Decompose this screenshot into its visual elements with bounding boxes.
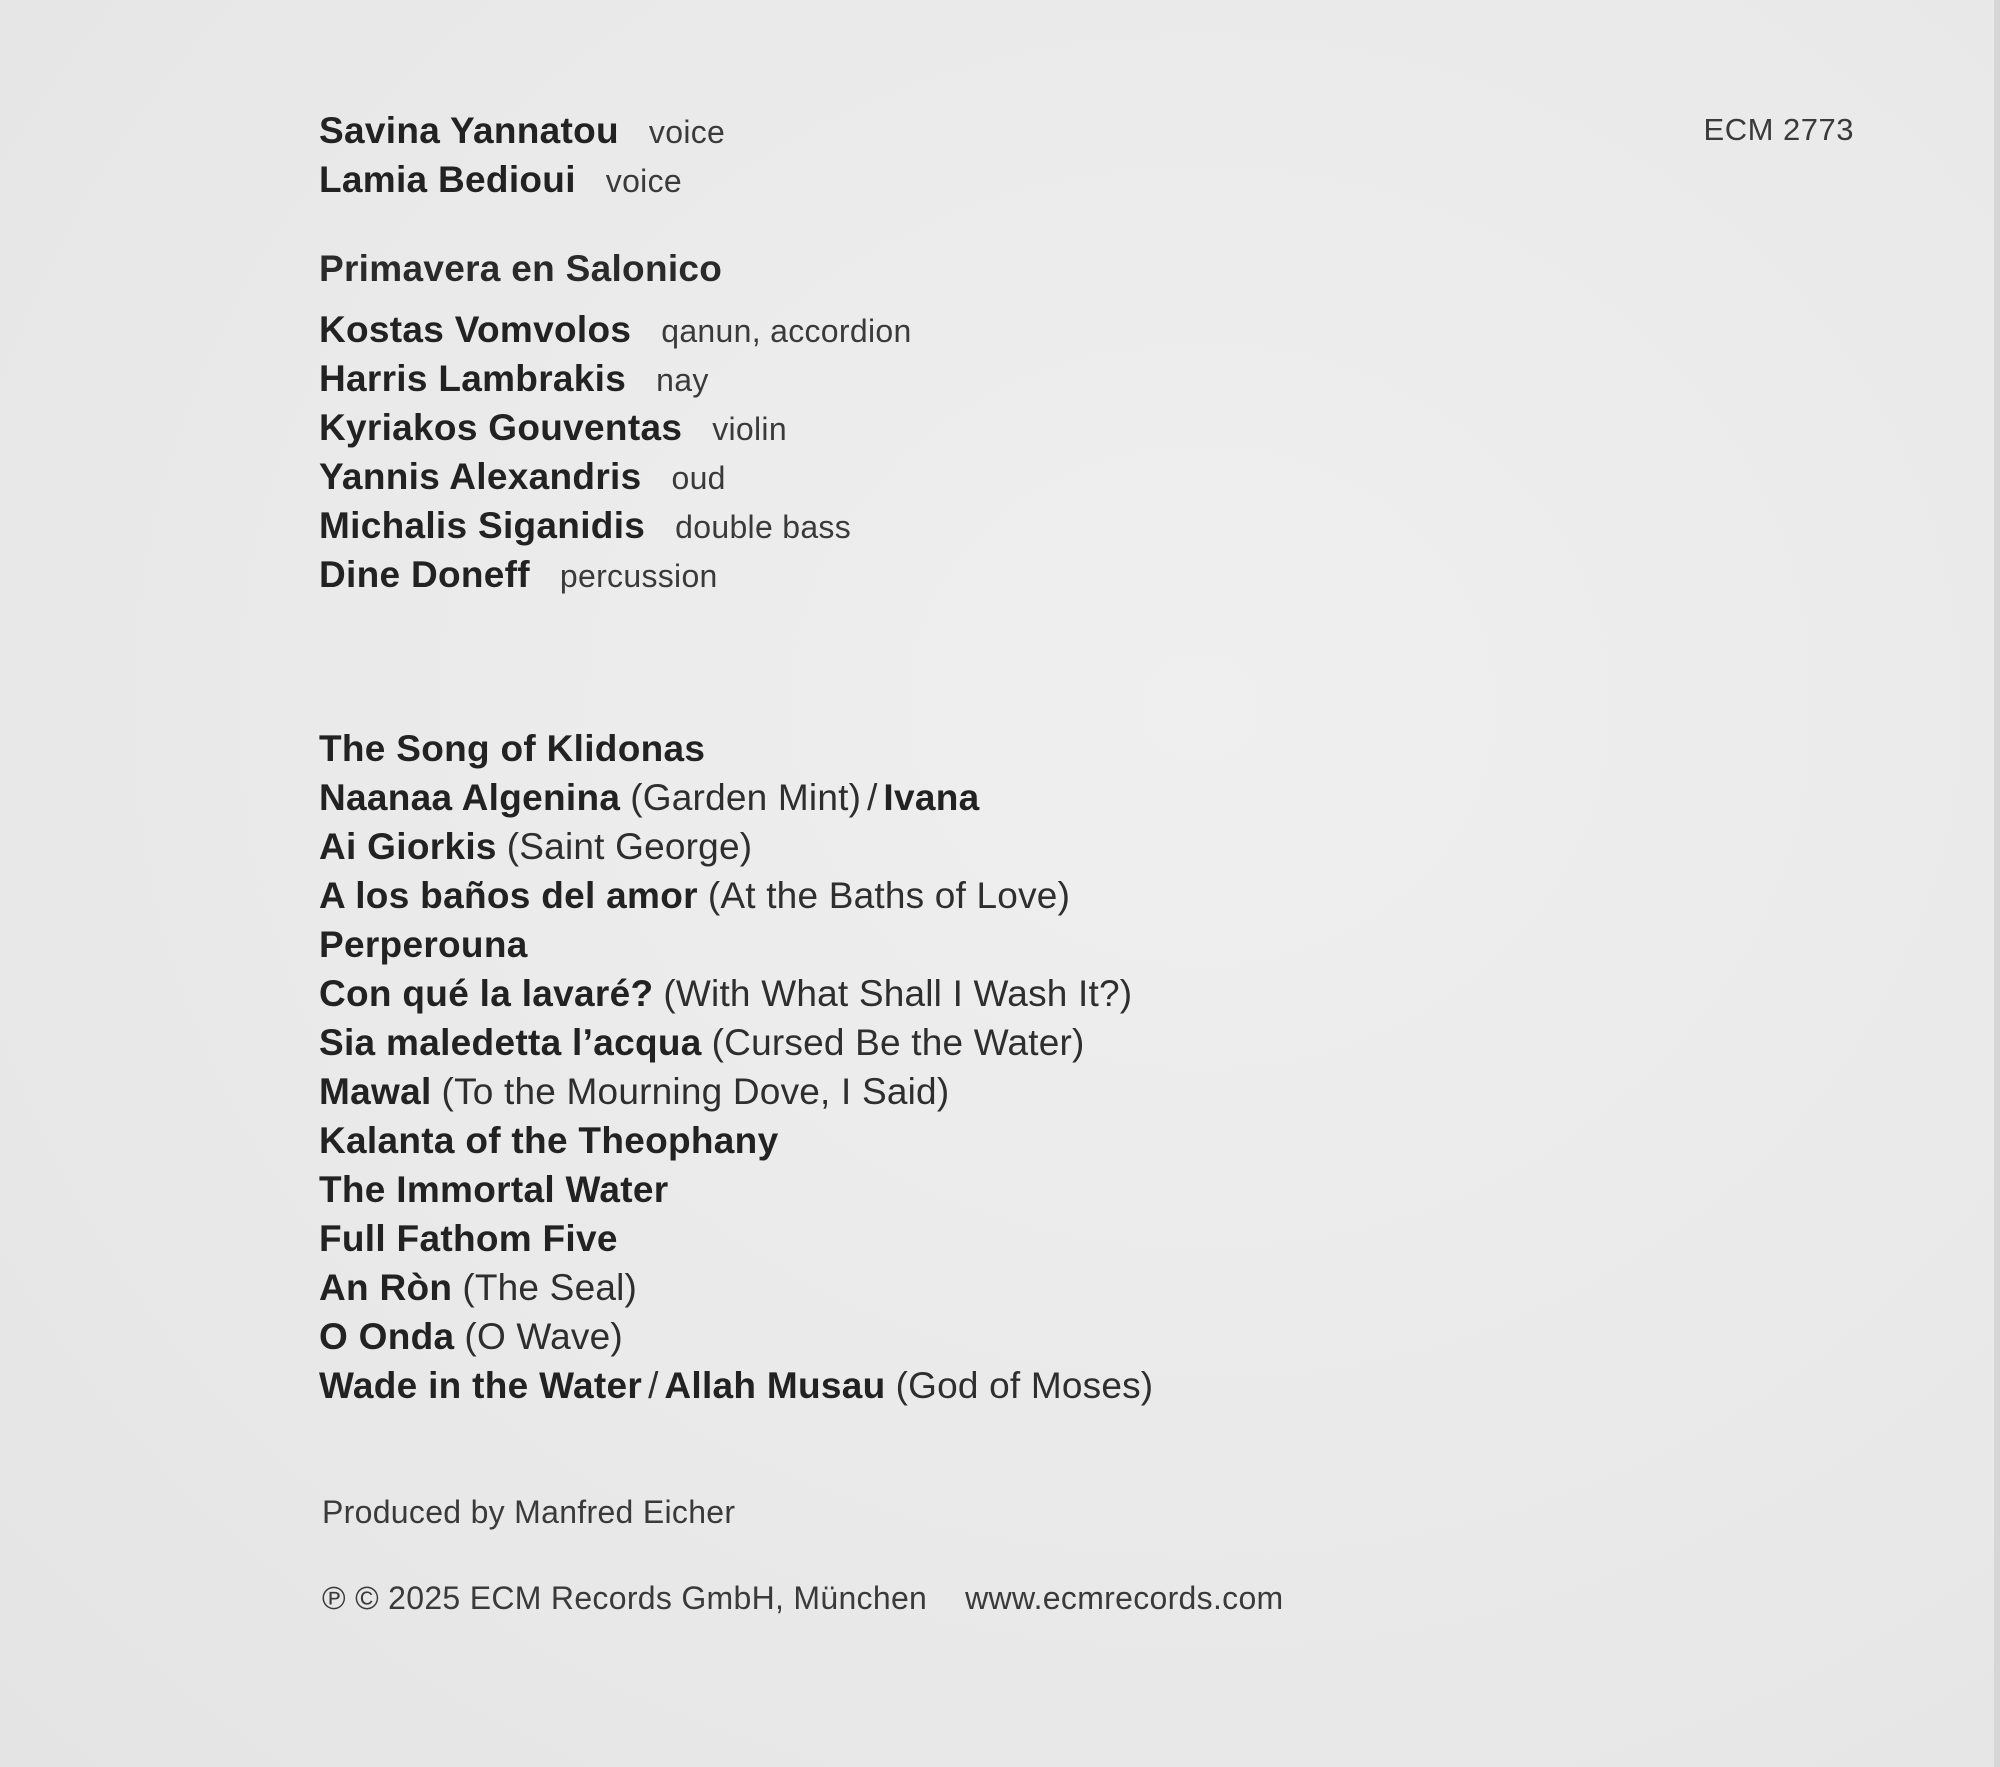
track-title-secondary: Allah Musau xyxy=(664,1365,886,1406)
track-item xyxy=(319,1018,1153,1067)
member xyxy=(319,354,912,403)
track-translation: (Saint George) xyxy=(506,826,753,867)
track-title: Naanaa Algenina xyxy=(319,777,621,818)
member xyxy=(319,501,912,550)
artist-name: Lamia Bedioui xyxy=(319,159,576,200)
track-item xyxy=(319,822,1153,871)
track-title: The Immortal Water xyxy=(319,1169,669,1210)
track-separator: / xyxy=(648,1365,659,1406)
member-role: double bass xyxy=(675,509,852,545)
cover-edge xyxy=(1994,0,2000,1767)
track-translation: (Garden Mint) xyxy=(630,777,862,818)
member-name: Dine Doneff xyxy=(319,554,530,595)
track-title: O Onda xyxy=(319,1316,455,1357)
track-item xyxy=(319,969,1153,1018)
member-role: violin xyxy=(712,411,787,447)
track-title: Perperouna xyxy=(319,924,528,965)
member xyxy=(319,305,912,354)
member-role: oud xyxy=(671,460,726,496)
track-item xyxy=(319,1214,1153,1263)
member-name: Kyriakos Gouventas xyxy=(319,407,683,448)
track-title: The Song of Klidonas xyxy=(319,728,706,769)
track-title: Full Fathom Five xyxy=(319,1218,618,1259)
track-item xyxy=(319,1263,1153,1312)
copyright-line xyxy=(322,1580,1284,1617)
member-name: Kostas Vomvolos xyxy=(319,309,632,350)
artist-role: voice xyxy=(605,163,682,199)
catalog-number: ECM 2773 xyxy=(1703,112,1854,147)
track-item xyxy=(319,1361,1153,1410)
ensemble-members xyxy=(319,305,912,599)
member-role: qanun, accordion xyxy=(661,313,912,349)
artist-name: Savina Yannatou xyxy=(319,110,619,151)
track-item xyxy=(319,920,1153,969)
lead-artist xyxy=(319,106,725,155)
track-title-secondary: Ivana xyxy=(883,777,980,818)
track-separator: / xyxy=(867,777,878,818)
artist-role: voice xyxy=(648,114,726,150)
member xyxy=(319,550,912,599)
lead-artists xyxy=(319,106,725,204)
ensemble-title: Primavera en Salonico xyxy=(319,248,723,289)
track-item xyxy=(319,1116,1153,1165)
track-title: Kalanta of the Theophany xyxy=(319,1120,779,1161)
track-title: Sia maledetta l’acqua xyxy=(319,1022,702,1063)
member xyxy=(319,403,912,452)
member-name: Yannis Alexandris xyxy=(319,456,642,497)
track-item xyxy=(319,1312,1153,1361)
track-translation: (At the Baths of Love) xyxy=(707,875,1071,916)
track-title: A los baños del amor xyxy=(319,875,698,916)
track-translation: (God of Moses) xyxy=(895,1365,1154,1406)
member-role: percussion xyxy=(559,558,718,594)
track-title: Wade in the Water xyxy=(319,1365,643,1406)
track-title: Ai Giorkis xyxy=(319,826,497,867)
producer-credit: Produced by Manfred Eicher xyxy=(322,1494,736,1530)
member-name: Michalis Siganidis xyxy=(319,505,646,546)
website-link[interactable]: www.ecmrecords.com xyxy=(965,1580,1284,1616)
track-translation: (The Seal) xyxy=(462,1267,638,1308)
track-title: Con qué la lavaré? xyxy=(319,973,654,1014)
track-translation: (O Wave) xyxy=(464,1316,623,1357)
member-name: Harris Lambrakis xyxy=(319,358,627,399)
track-title: Mawal xyxy=(319,1071,432,1112)
lead-artist xyxy=(319,155,725,204)
track-item xyxy=(319,1067,1153,1116)
track-translation: (To the Mourning Dove, I Said) xyxy=(441,1071,950,1112)
track-translation: (Cursed Be the Water) xyxy=(711,1022,1085,1063)
track-list xyxy=(319,724,1153,1410)
track-translation: (With What Shall I Wash It?) xyxy=(663,973,1133,1014)
track-item xyxy=(319,1165,1153,1214)
track-item xyxy=(319,773,1153,822)
copyright-notice: ℗ © 2025 ECM Records GmbH, München xyxy=(322,1580,928,1616)
track-item xyxy=(319,871,1153,920)
member-role: nay xyxy=(656,362,709,398)
member xyxy=(319,452,912,501)
track-title: An Ròn xyxy=(319,1267,453,1308)
track-item xyxy=(319,724,1153,773)
